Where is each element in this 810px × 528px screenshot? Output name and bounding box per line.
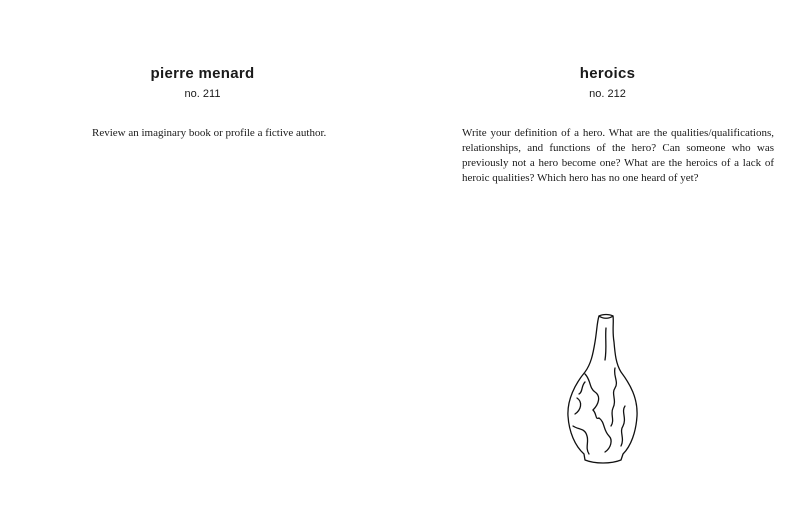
vase-crack [621, 406, 625, 446]
prompt-title: heroics [579, 65, 636, 82]
vase-outline [568, 315, 637, 464]
vase-crack [573, 426, 589, 454]
vase-rim [599, 316, 613, 318]
vase-crack [599, 418, 611, 452]
vase-crack [579, 382, 585, 394]
prompt-number: no. 212 [589, 88, 626, 100]
prompt-text: Write your definition of a hero. What are the qualities/qualifications, relationships, and functions of the hero? Can someone who was previously not a hero become one? What are the heroics of a lack of heroic qualities? Which hero has no one heard of yet? [462, 127, 774, 184]
right-page [405, 0, 810, 528]
vase-crack [575, 398, 581, 414]
prompt-text: Review an imaginary book or profile a fictive author. [92, 127, 327, 139]
prompt-title: pierre menard [150, 65, 255, 82]
prompt-number: no. 211 [184, 88, 221, 100]
vase-crack [593, 410, 599, 418]
vase-crack [585, 374, 599, 410]
vase-crack [611, 368, 616, 426]
vase-illustration [555, 308, 645, 468]
vase-crack [605, 328, 606, 360]
